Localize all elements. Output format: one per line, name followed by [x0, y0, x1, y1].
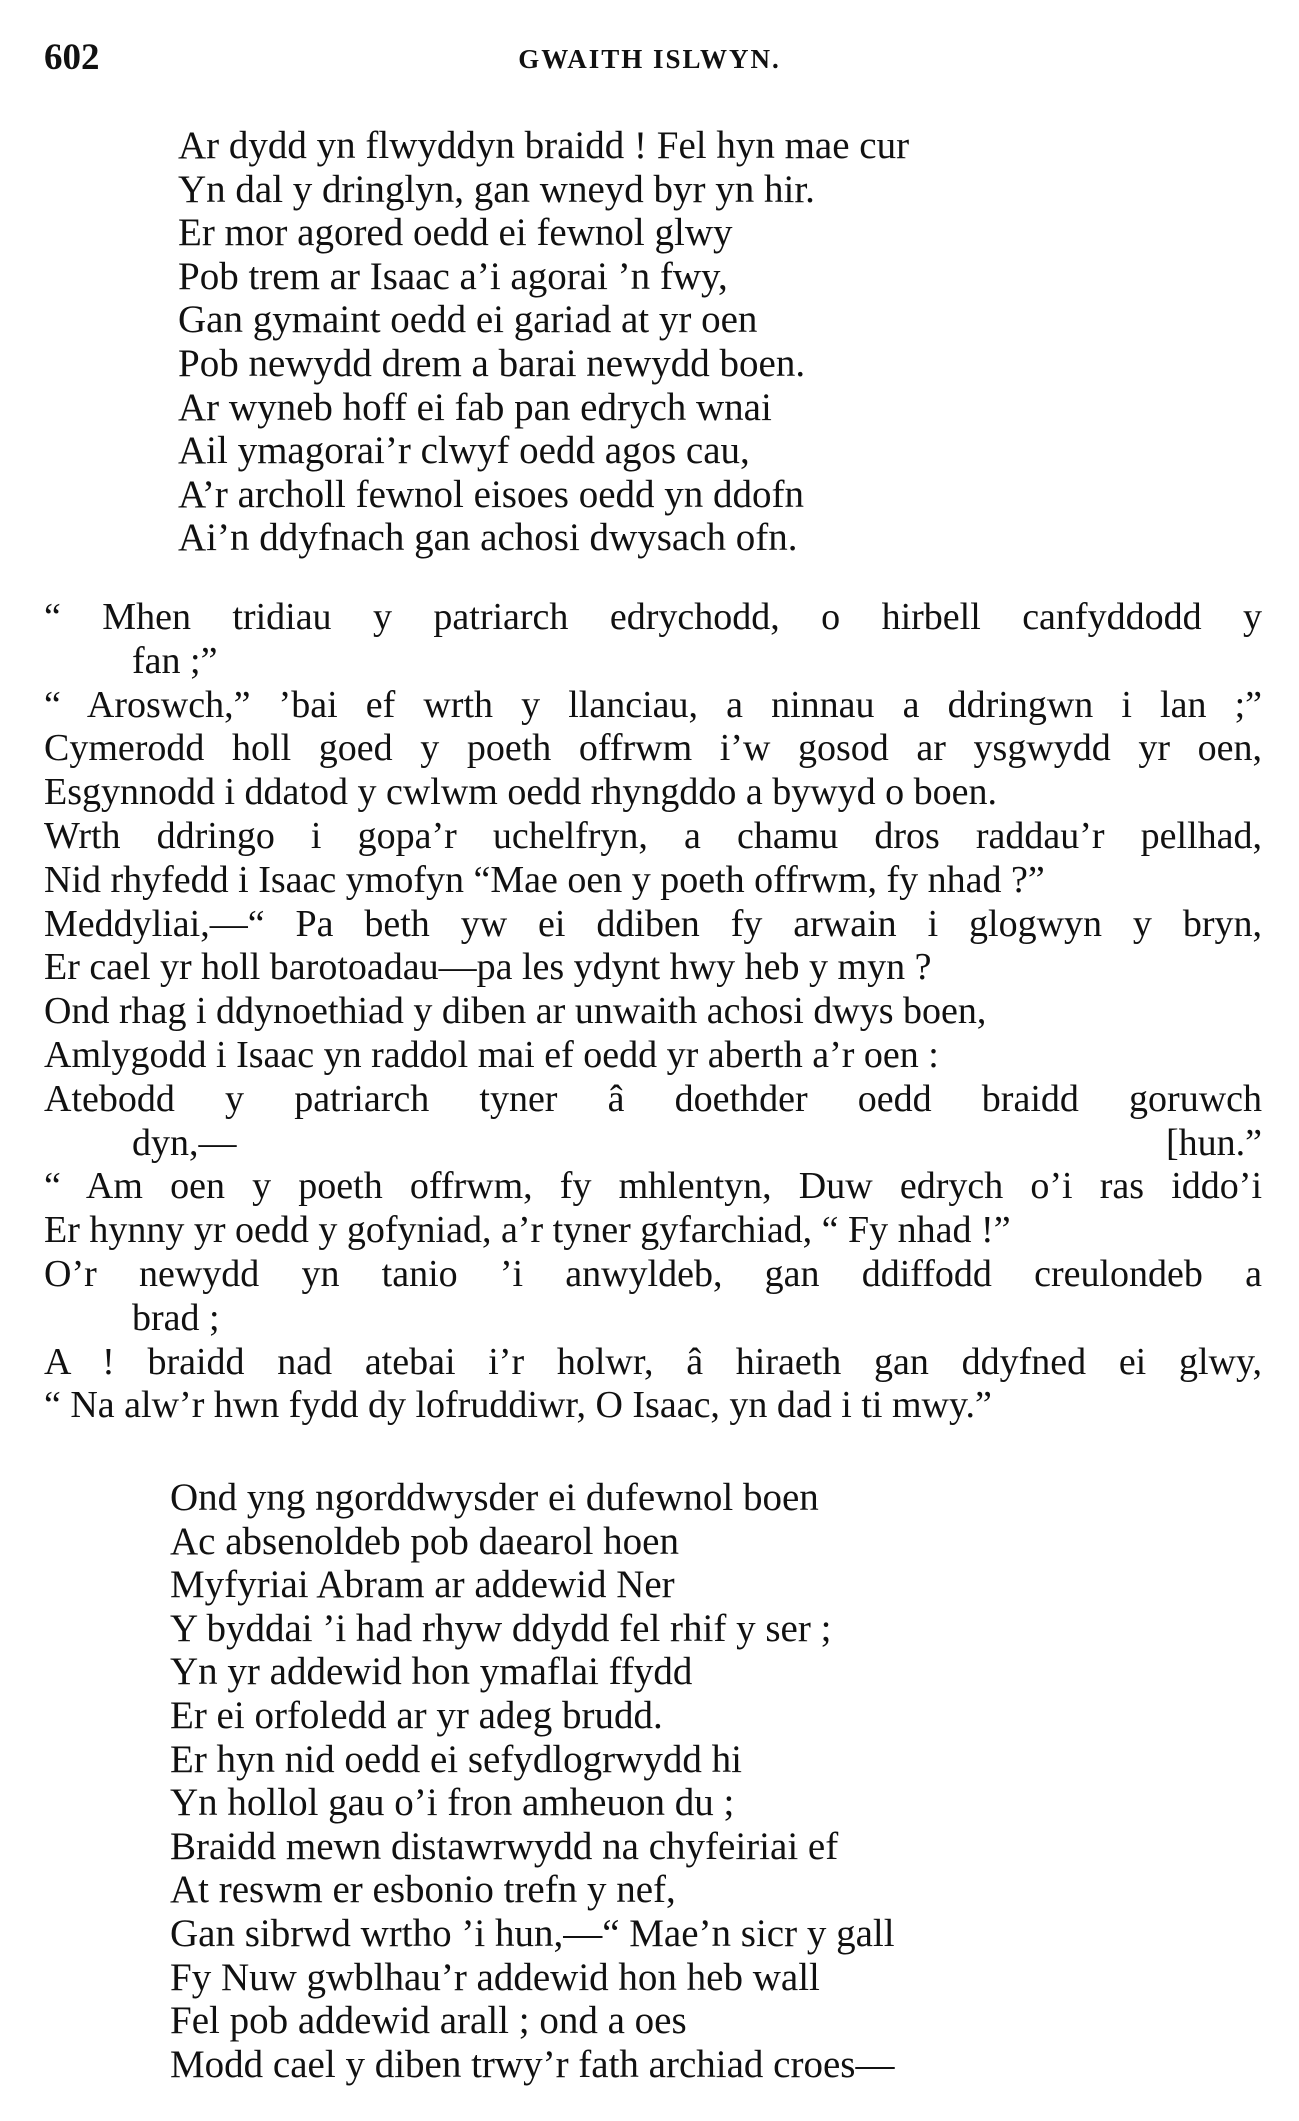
verse-line: Braidd mewn distawrwydd na chyfeiriai ef	[170, 1824, 839, 1868]
verse-line: Ail ymagorai’r clwyf oedd agos cau,	[178, 429, 750, 473]
verse-line: Yn yr addewid hon ymaflai ffydd	[170, 1650, 693, 1694]
verse-line: “ Am oen y poeth offrwm, fy mhlentyn, Duw edrych o’i ras iddo’i	[44, 1165, 1262, 1208]
running-head: GWAITH ISLWYN.	[518, 44, 781, 74]
verse-line-continuation: fan ;”	[132, 639, 218, 682]
continuation-left: dyn,—	[132, 1121, 237, 1164]
verse-line: Yn dal y dringlyn, gan wneyd byr yn hir.	[178, 167, 815, 211]
carried-over-word: [hun.”	[1165, 1121, 1262, 1164]
verse-line: Ar dydd yn flwyddyn braidd ! Fel hyn mae cur	[178, 124, 910, 167]
verse-line: A’r archoll fewnol eisoes oedd yn ddofn	[178, 472, 804, 516]
verse-line: Amlygodd i Isaac yn raddol mai ef oedd yr aberth a’r oen :	[44, 1033, 939, 1076]
verse-line: Er hynny yr oedd y gofyniad, a’r tyner gyfarchiad, “ Fy nhad !”	[44, 1209, 1011, 1252]
verse-line: Cymerodd holl goed y poeth offrwm i’w gosod ar ysgwydd yr oen,	[44, 727, 1262, 770]
verse-line: Pob trem ar Isaac a’i agorai ’n fwy,	[178, 254, 728, 298]
verse-line: Gan gymaint oedd ei gariad at yr oen	[178, 298, 758, 342]
verse-line: Er hyn nid oedd ei sefydlogrwydd hi	[170, 1737, 742, 1781]
verse-line: Ac absenoldeb pob daearol hoen	[170, 1519, 679, 1563]
stanza-3	[170, 1476, 895, 2086]
verse-line: Ond rhag i ddynoethiad y diben ar unwaith achosi dwys boen,	[44, 990, 987, 1033]
verse-line: Nid rhyfedd i Isaac ymofyn “Mae oen y poeth offrwm, fy nhad ?”	[44, 858, 1045, 901]
verse-line: Fel pob addewid arall ; ond a oes	[170, 1999, 687, 2043]
verse-line-continuation: brad ;	[132, 1296, 220, 1339]
verse-line: “ Mhen tridiau y patriarch edrychodd, o hirbell canfyddodd y	[44, 596, 1262, 638]
verse-line: Er cael yr holl barotoadau—pa les ydynt hwy heb y myn ?	[44, 946, 932, 989]
verse-line: Ai’n ddyfnach gan achosi dwysach ofn.	[178, 516, 798, 560]
verse-line: Esgynnodd i ddatod y cwlwm oedd rhyngddo a bywyd o boen.	[44, 771, 998, 814]
verse-line: Er ei orfoledd ar yr adeg brudd.	[170, 1693, 663, 1737]
verse-line: “ Na alw’r hwn fydd dy lofruddiwr, O Isaac, yn dad i ti mwy.”	[44, 1384, 992, 1427]
verse-line-continuation	[44, 1122, 1262, 1166]
stanza-1	[178, 124, 909, 560]
verse-line: A ! braidd nad atebai i’r holwr, â hiraeth gan ddyfned ei glwy,	[44, 1340, 1262, 1383]
verse-line: Myfyriai Abram ar addewid Ner	[170, 1563, 675, 1607]
verse-line: Wrth ddringo i gopa’r uchelfryn, a chamu dros raddau’r pellhad,	[44, 814, 1262, 857]
verse-line: Meddyliai,—“ Pa beth yw ei ddiben fy arwain i glogwyn y bryn,	[44, 902, 1262, 945]
verse-line: Modd cael y diben trwy’r fath archiad croes—	[170, 2042, 895, 2086]
verse-line: Gan sibrwd wrtho ’i hun,—“ Mae’n sicr y gall	[170, 1911, 895, 1955]
page-number: 602	[44, 37, 100, 78]
stanza-2	[44, 596, 1262, 1428]
verse-line: Ar wyneb hoff ei fab pan edrych wnai	[178, 385, 772, 429]
verse-line: Er mor agored oedd ei fewnol glwy	[178, 211, 733, 255]
verse-line: Atebodd y patriarch tyner â doethder oedd braidd goruwch	[44, 1077, 1262, 1120]
verse-line: At reswm er esbonio trefn y nef,	[170, 1868, 676, 1912]
verse-line: “ Aroswch,” ’bai ef wrth y llanciau, a ninnau a ddringwn i lan ;”	[44, 683, 1262, 726]
verse-line: Yn hollol gau o’i fron amheuon du ;	[170, 1781, 735, 1825]
verse-line: Ond yng ngorddwysder ei dufewnol boen	[170, 1476, 819, 1519]
verse-line: Pob newydd drem a barai newydd boen.	[178, 341, 806, 385]
verse-line: Fy Nuw gwblhau’r addewid hon heb wall	[170, 1955, 820, 1999]
verse-line: Y byddai ’i had rhyw ddydd fel rhif y ser ;	[170, 1606, 832, 1650]
verse-line: O’r newydd yn tanio ’i anwyldeb, gan ddiffodd creulondeb a	[44, 1252, 1262, 1295]
